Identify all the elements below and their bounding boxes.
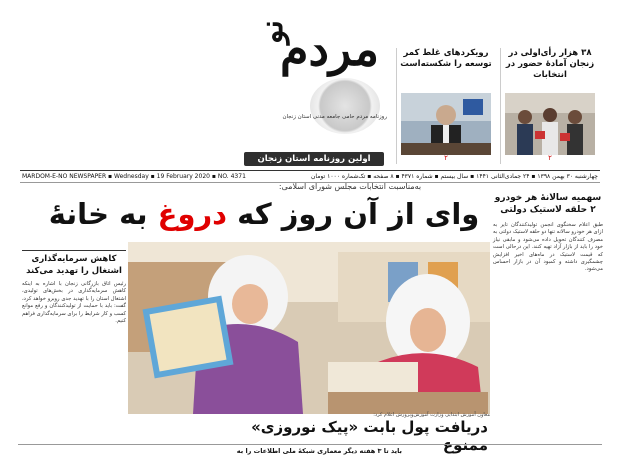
headline-part: وای از آن روز که xyxy=(227,197,480,231)
teaser-page-number: ۲ xyxy=(444,154,448,162)
story-body: رئیس اتاق بازرگانی زنجان با اشاره به اینکه کاهش سرمایه‌گذاری در بخش‌های تولیدی، اشتغال استان را با تهدید جدی روبرو خواهد کرد، گفت: باید با حمایت از تولیدکنندگان و رفع موانع کسب و کار شرایط را برای سرمایه‌گذاری فراهم کنیم. xyxy=(22,281,126,325)
teaser-box-1[interactable] xyxy=(500,48,599,164)
right-column-story[interactable] xyxy=(493,192,603,274)
bottom-story-title: باید تا ۳ هفته دیگر معماری شبکۀ ملی اطلاعات را به xyxy=(236,447,402,455)
story-title: سهمیه سالانۀ هر خودرو ۲ حلقه لاستیک دولتی xyxy=(494,193,602,215)
masthead-tagline: روزنامه مردم حامی جامعه مدنی استان زنجان xyxy=(282,114,387,120)
teaser-title: رویکردهای غلط کمر توسعه را شکسته‌است xyxy=(400,48,492,69)
headline-part: به خانۀ xyxy=(48,197,148,231)
story-body: طبق اعلام سخنگوی انجمن تولیدکنندگان تایر به ازای هر خودرو سالانه تنها دو حلقه لاستیک دولتی به مصرف کنندگان تحویل داده می‌شود و مابقی نیاز خود را باید از بازار آزاد تهیه کنند. این درحالی است که قیمت لاستیک در ماه‌های اخیر افزایش چشمگیری داشته و کمبود آن در بازار احساس می‌شود. xyxy=(493,222,603,273)
dateline-english: MARDOM-E-NO NEWSPAPER ▪ Wednesday ▪ 19 February 2020 ▪ NO. 4371 xyxy=(22,173,246,180)
logo-seal-image xyxy=(310,78,380,134)
headline-kicker: به‌مناسبت انتخابات مجلس شورای اسلامی: xyxy=(278,182,422,191)
story-title: کاهش سرمایه‌گذاری اشتغال را تهدید می‌کند xyxy=(22,250,126,277)
photo-caption: معاون آموزش ابتدایی وزارت آموزش‌وپرورش اعلام کرد: xyxy=(373,412,490,418)
bottom-story-strip[interactable] xyxy=(18,444,602,460)
teaser-title: ۳۸ هزار رأی‌اولی در زنجان آمادۀ حضور در انتخابات xyxy=(505,48,595,80)
teaser-photo xyxy=(505,93,595,155)
teaser-page-number: ۲ xyxy=(548,154,552,162)
children-reading-photo xyxy=(128,242,490,414)
headline-highlight: دروغ xyxy=(157,197,228,231)
logo-main: مردم xyxy=(280,22,379,76)
dateline-persian: چهارشنبه ۳۰ بهمن ۱۳۹۸ ▪ ۲۴ جمادی‌الثانی ۱۴۴۱ ▪ سال بیستم ▪ شماره ۴۳۷۱ ▪ ۸ صفحه ▪ تک‌شماره ۱۰۰۰ تومان xyxy=(310,173,598,180)
main-photo xyxy=(128,242,490,414)
left-column-story[interactable] xyxy=(22,250,126,325)
logo-sub: نو xyxy=(255,20,290,44)
masthead-vertical-text xyxy=(238,60,256,140)
sub-headline[interactable]: دریافت پول بابت «پیک نوروزی» ممنوع xyxy=(251,418,488,454)
masthead-ribbon: اولین روزنامه استان زنجان xyxy=(244,152,384,166)
teaser-box-2[interactable] xyxy=(396,48,495,164)
teaser-photo xyxy=(401,93,491,155)
